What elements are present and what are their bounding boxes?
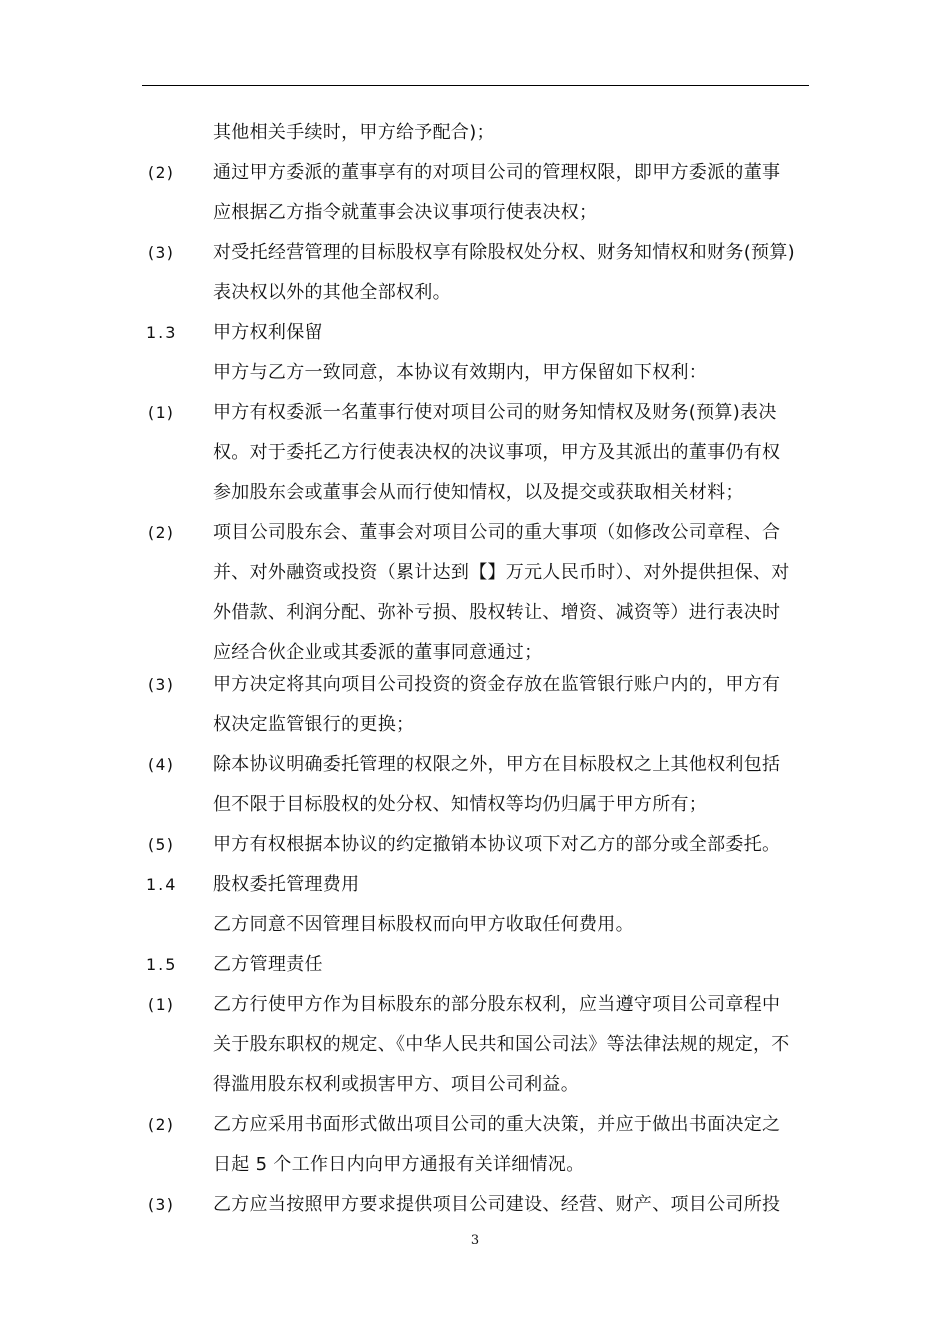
line-text: 表决权以外的其他全部权利。: [213, 282, 451, 303]
item-number: (2): [146, 163, 175, 182]
text-line: [0, 438, 950, 468]
text-line: [0, 158, 950, 188]
text-line: [0, 318, 950, 348]
text-line: [0, 198, 950, 228]
line-text: 权决定监管银行的更换；: [213, 714, 415, 735]
text-line: [0, 238, 950, 268]
line-text: 甲方与乙方一致同意，本协议有效期内，甲方保留如下权利：: [213, 362, 708, 383]
item-number: (3): [146, 675, 175, 694]
line-text: 股权委托管理费用: [213, 874, 360, 895]
text-line: [0, 1070, 950, 1100]
text-line: [0, 118, 950, 148]
section-number: 1.3: [146, 323, 178, 342]
line-text: 乙方应当按照甲方要求提供项目公司建设、经营、财产、项目公司所投: [213, 1194, 781, 1215]
section-number: 1.4: [146, 875, 178, 894]
line-text: 但不限于目标股权的处分权、知情权等均仍归属于甲方所有；: [213, 794, 708, 815]
text-line: [0, 478, 950, 508]
line-text: 并、对外融资或投资（累计达到【】万元人民币时）、对外提供担保、对: [213, 562, 790, 583]
section-number: 1.5: [146, 955, 178, 974]
text-line: [0, 710, 950, 740]
line-text: 乙方应采用书面形式做出项目公司的重大决策，并应于做出书面决定之: [213, 1114, 781, 1135]
line-text: 除本协议明确委托管理的权限之外，甲方在目标股权之上其他权利包括: [213, 754, 781, 775]
line-text: 甲方决定将其向项目公司投资的资金存放在监管银行账户内的，甲方有: [213, 674, 781, 695]
page-number: 3: [470, 1233, 480, 1248]
line-text: 其他相关手续时，甲方给予配合)；: [213, 122, 495, 143]
text-line: [0, 278, 950, 308]
item-number: (1): [146, 403, 175, 422]
line-text: 日起 5 个工作日内向甲方通报有关详细情况。: [213, 1154, 585, 1175]
line-text: 参加股东会或董事会从而行使知情权，以及提交或获取相关材料；: [213, 482, 744, 503]
item-number: (3): [146, 243, 175, 262]
text-line: [0, 398, 950, 428]
item-number: (1): [146, 995, 175, 1014]
text-line: [0, 910, 950, 940]
line-text: 应经合伙企业或其委派的董事同意通过；: [213, 642, 543, 663]
item-number: (2): [146, 1115, 175, 1134]
text-line: [0, 830, 950, 860]
line-text: 乙方同意不因管理目标股权而向甲方收取任何费用。: [213, 914, 634, 935]
text-line: [0, 1110, 950, 1140]
header-rule: [142, 85, 809, 86]
text-line: [0, 990, 950, 1020]
line-text: 得滥用股东权利或损害甲方、项目公司利益。: [213, 1074, 579, 1095]
line-text: 乙方管理责任: [213, 954, 323, 975]
text-line: [0, 1030, 950, 1060]
text-line: [0, 750, 950, 780]
line-text: 甲方有权根据本协议的约定撤销本协议项下对乙方的部分或全部委托。: [213, 834, 781, 855]
text-line: [0, 598, 950, 628]
text-line: [0, 950, 950, 980]
text-line: [0, 638, 950, 668]
text-line: [0, 790, 950, 820]
item-number: (3): [146, 1195, 175, 1214]
item-number: (2): [146, 523, 175, 542]
line-text: 甲方权利保留: [213, 322, 323, 343]
text-line: [0, 1150, 950, 1180]
line-text: 外借款、利润分配、弥补亏损、股权转让、增资、减资等）进行表决时: [213, 602, 781, 623]
line-text: 对受托经营管理的目标股权享有除股权处分权、财务知情权和财务(预算): [213, 242, 795, 263]
text-line: [0, 518, 950, 548]
line-text: 关于股东职权的规定、《中华人民共和国公司法》等法律法规的规定，不: [213, 1034, 790, 1055]
item-number: (5): [146, 835, 175, 854]
item-number: (4): [146, 755, 175, 774]
line-text: 应根据乙方指令就董事会决议事项行使表决权；: [213, 202, 598, 223]
line-text: 项目公司股东会、董事会对项目公司的重大事项（如修改公司章程、合: [213, 522, 781, 543]
line-text: 甲方有权委派一名董事行使对项目公司的财务知情权及财务(预算)表决: [213, 402, 777, 423]
line-text: 乙方行使甲方作为目标股东的部分股东权利，应当遵守项目公司章程中: [213, 994, 781, 1015]
text-line: [0, 870, 950, 900]
text-line: [0, 358, 950, 388]
text-line: [0, 1190, 950, 1220]
line-text: 权。对于委托乙方行使表决权的决议事项，甲方及其派出的董事仍有权: [213, 442, 781, 463]
text-line: [0, 558, 950, 588]
text-line: [0, 670, 950, 700]
line-text: 通过甲方委派的董事享有的对项目公司的管理权限，即甲方委派的董事: [213, 162, 781, 183]
